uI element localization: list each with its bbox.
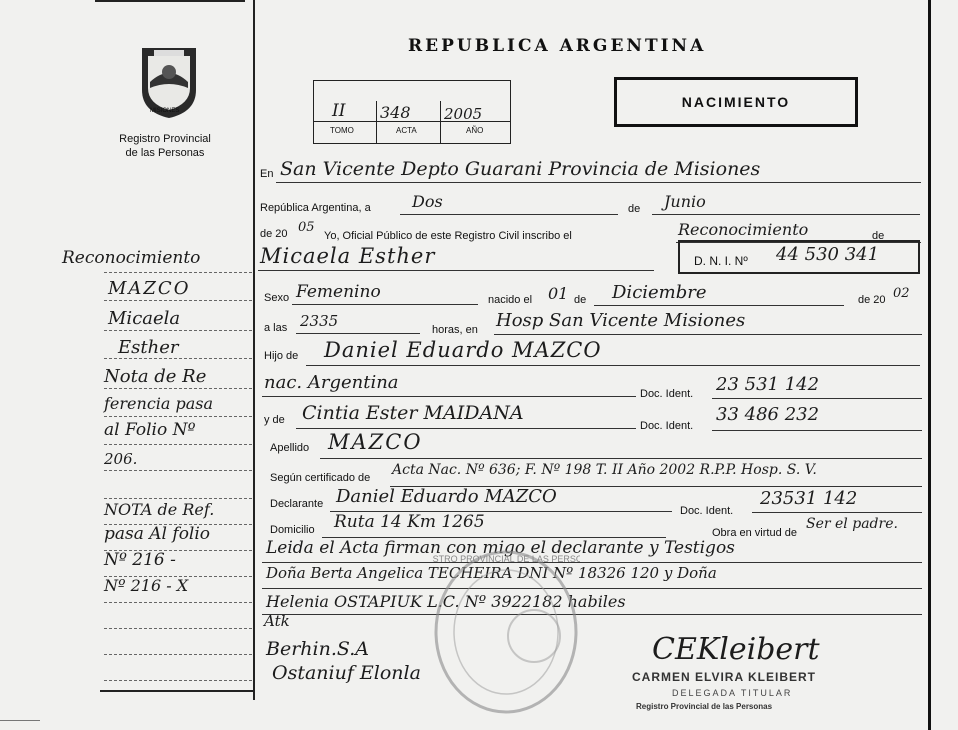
top-left-rule [95,0,245,2]
registry-stamp [432,548,580,716]
notes-line-2: Doña Berta Angelica TECHEIRA DNI Nº 18326 120 y Doña [266,564,717,582]
en-label: En [260,168,274,180]
mother-value: Cintia Ester MAIDANA [302,402,524,424]
obra-value: Ser el padre. [806,516,898,532]
registry-name: Registro Provincial de las Personas [119,133,211,159]
mother-doc-label: Doc. Ident. [640,420,694,432]
year-value: 05 [298,220,315,235]
name-value: Micaela Esther [260,244,436,268]
inscribo-value: Reconocimiento [678,220,809,239]
country-title: REPUBLICA ARGENTINA [408,36,707,56]
republica-label: República Argentina, a [260,202,371,214]
official-name: CARMEN ELVIRA KLEIBERT [632,670,816,684]
birth-day: 01 [548,284,569,303]
dni-value: 44 530 341 [776,244,880,265]
margin-note-line: al Folio Nº [104,420,196,440]
ano-label: AÑO [466,126,484,135]
right-border [928,0,931,730]
month-value: Junio [664,192,706,211]
en-value: San Vicente Depto Guarani Provincia de Misiones [280,158,761,180]
declarante-doc: 23531 142 [760,488,858,509]
tomo-value: II [332,101,346,121]
margin-note-line: Nº 216 - [104,550,176,570]
horas-label: horas, en [432,324,478,336]
year-prefix: de 20 [260,228,288,240]
place-value: Hosp San Vicente Misiones [496,310,746,331]
witness-signature-1: Atk [264,612,290,630]
witness-signature-2: Berhin.S.A [266,638,369,660]
tomo-label: TOMO [330,126,354,135]
seal-caption: MISIONES [150,108,180,114]
birth-month: Diciembre [612,282,707,303]
apellido-value: MAZCO [328,430,423,454]
inscribo-suffix: de [872,230,885,242]
notes-line-3: Helenia OSTAPIUK L.C. Nº 3922182 habiles [266,592,626,611]
record-type: NACIMIENTO [681,94,791,110]
official-text: Yo, Oficial Público de este Registro Civil inscribo el [324,230,572,242]
segun-value: Acta Nac. Nº 636; F. Nº 198 T. II Año 2002 R.P.P. Hosp. S. V. [392,462,817,478]
alas-label: a las [264,322,288,334]
father-value: Daniel Eduardo MAZCO [324,338,602,362]
margin-note-line: NOTA de Ref. [104,500,215,519]
notes-line-1: Leida el Acta firman con migo el declarante y Testigos [266,538,735,558]
father-doc: 23 531 142 [716,374,820,395]
official-office: Registro Provincial de las Personas [636,702,773,711]
dni-box [678,240,920,274]
acta-label: ACTA [396,126,417,135]
margin-note-line: Esther [118,337,179,358]
yde-label: y de [264,414,285,426]
father-nationality: nac. Argentina [264,372,399,393]
month-de-label: de [628,203,641,215]
margin-note-line: MAZCO [108,278,191,299]
apellido-label: Apellido [270,442,310,454]
hijo-label: Hijo de [264,350,299,362]
margin-note-line: pasa Al folio [104,524,211,544]
segun-label: Según certificado de [270,472,371,484]
mother-doc: 33 486 232 [716,404,820,425]
corner-mark [0,720,40,721]
margin-note-line: Nota de Re [104,366,207,387]
margin-note-line: Nº 216 - X [104,576,189,595]
margin-note-line: Micaela [108,308,181,329]
bottom-border [100,690,255,692]
acta-value: 348 [380,103,411,122]
hour-value: 2335 [300,312,339,330]
declarante-doc-label: Doc. Ident. [680,505,734,517]
sexo-value: Femenino [296,282,381,302]
margin-note-line: Reconocimiento [62,248,201,268]
nacido-label: nacido el [488,294,533,306]
sexo-label: Sexo [264,292,290,304]
obra-label: Obra en virtud de [712,527,797,539]
stamp-text: STRO PROVINCIAL DE LAS PERSO [432,554,580,564]
father-doc-label: Doc. Ident. [640,388,694,400]
margin-note-line: ferencia pasa [104,394,214,413]
domicilio-value: Ruta 14 Km 1265 [334,512,485,532]
declarante-value: Daniel Eduardo MAZCO [336,486,557,507]
birth-de: de [574,294,587,306]
declarante-label: Declarante [270,498,324,510]
witness-signature-3: Ostaniuf Elonla [272,662,421,684]
ano-value: 2005 [444,105,483,123]
margin-note-line: 206. [104,450,138,468]
record-type-box [614,77,858,127]
official-signature: CEKleibert [652,632,820,667]
dni-label: D. N. I. Nº [694,254,748,268]
domicilio-label: Domicilio [270,524,315,536]
left-border [253,0,255,700]
official-title: DELEGADA TITULAR [672,688,793,698]
birth-year-label: de 20 [858,294,886,306]
birth-year: 02 [893,286,910,301]
record-box [313,80,511,144]
day-value: Dos [412,192,443,211]
